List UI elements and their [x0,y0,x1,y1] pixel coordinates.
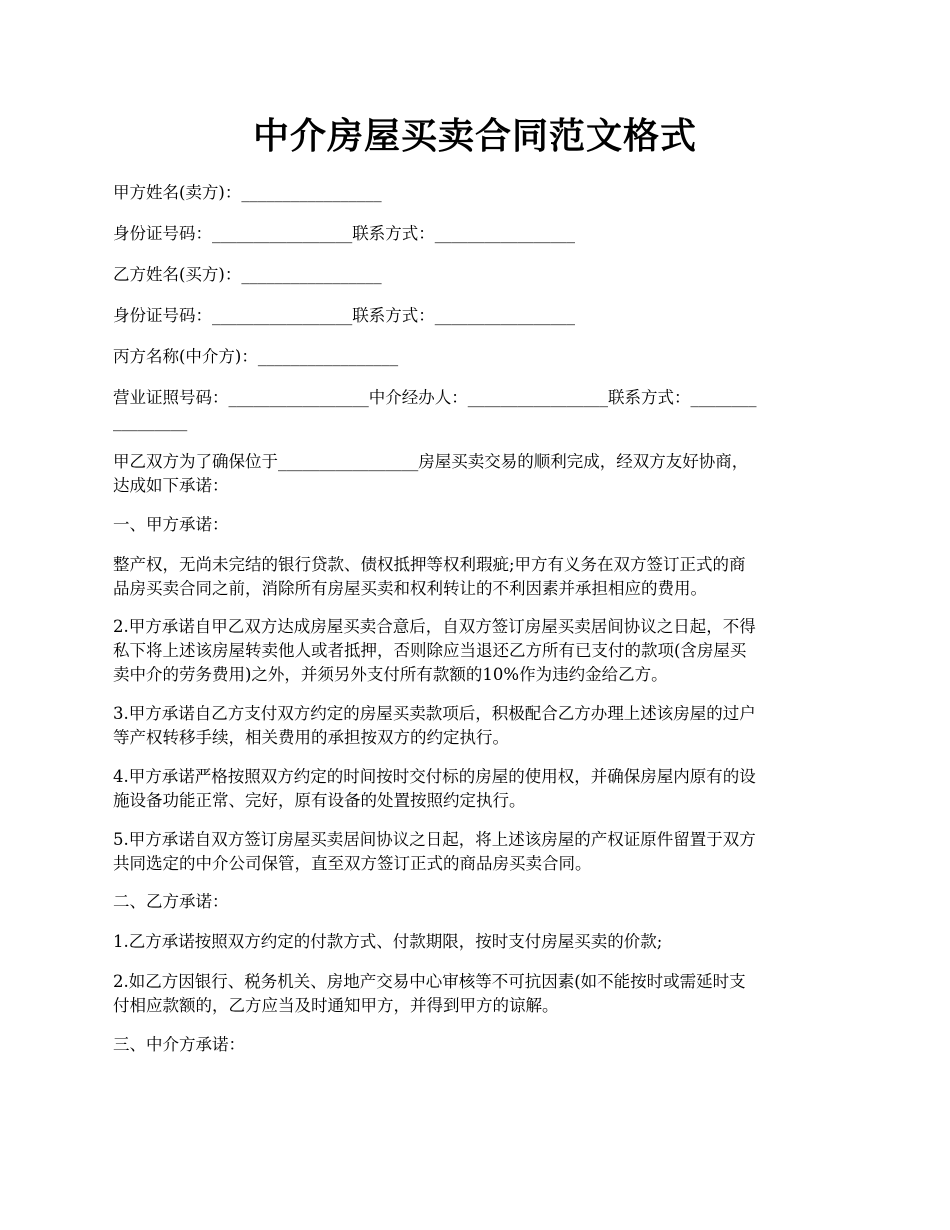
clause-1-5: 5.甲方承诺自双方签订房屋买卖居间协议之日起，将上述该房屋的产权证原件留置于双方 共同选定的中介公司保管，直至双方签订正式的商品房买卖合同。 [113,830,756,873]
buyer-name-line: 乙方姓名(买方)：_________________ [113,265,382,284]
section-3-heading: 三、中介方承诺： [113,1035,245,1054]
clause-1-2: 2.甲方承诺自甲乙双方达成房屋买卖合意后，自双方签订房屋买卖居间协议之日起，不得 私下将上述该房屋转卖他人或者抵押，否则除应当退还乙方所有已支付的款项(含房屋买 卖中介的劳务费用)之外，并须另外支付所有款额的10%作为违约金给乙方。 [113,617,756,684]
clause-2-1: 1.乙方承诺按照双方约定的付款方式、付款期限，按时支付房屋买卖的价款; [113,932,663,951]
document-title: 中介房屋买卖合同范文格式 [252,115,697,157]
clause-1-4: 4.甲方承诺严格按照双方约定的时间按时交付标的房屋的使用权，并确保房屋内原有的设 施设备功能正常、完好，原有设备的处置按照约定执行。 [113,767,756,810]
agency-license-line: 营业证照号码：_________________中介经办人：_________________联系方式：________ _________ [113,388,757,431]
intro-paragraph: 甲乙双方为了确保位于_________________房屋买卖交易的顺利完成，经双方友好协商， 达成如下承诺： [113,452,749,495]
clause-1-3: 3.甲方承诺自乙方支付双方约定的房屋买卖款项后，积极配合乙方办理上述该房屋的过户 等产权转移手续，相关费用的承担按双方的约定执行。 [113,704,756,747]
clause-1-1: 整产权，无尚未完结的银行贷款、债权抵押等权利瑕疵;甲方有义务在双方签订正式的商 品房买卖合同之前，消除所有房屋买卖和权利转让的不利因素并承担相应的费用。 [113,555,746,598]
section-2-heading: 二、乙方承诺： [113,892,229,911]
agency-name-line: 丙方名称(中介方)：_________________ [113,347,399,366]
section-1-heading: 一、甲方承诺： [113,515,229,534]
seller-name-line: 甲方姓名(卖方)：_________________ [113,183,382,202]
buyer-id-contact-line: 身份证号码：_________________联系方式：_________________ [113,306,575,325]
seller-id-contact-line: 身份证号码：_________________联系方式：_________________ [113,224,575,243]
clause-2-2: 2.如乙方因银行、税务机关、房地产交易中心审核等不可抗因素(如不能按时或需延时支 付相应款额的，乙方应当及时通知甲方，并得到甲方的谅解。 [113,972,746,1015]
